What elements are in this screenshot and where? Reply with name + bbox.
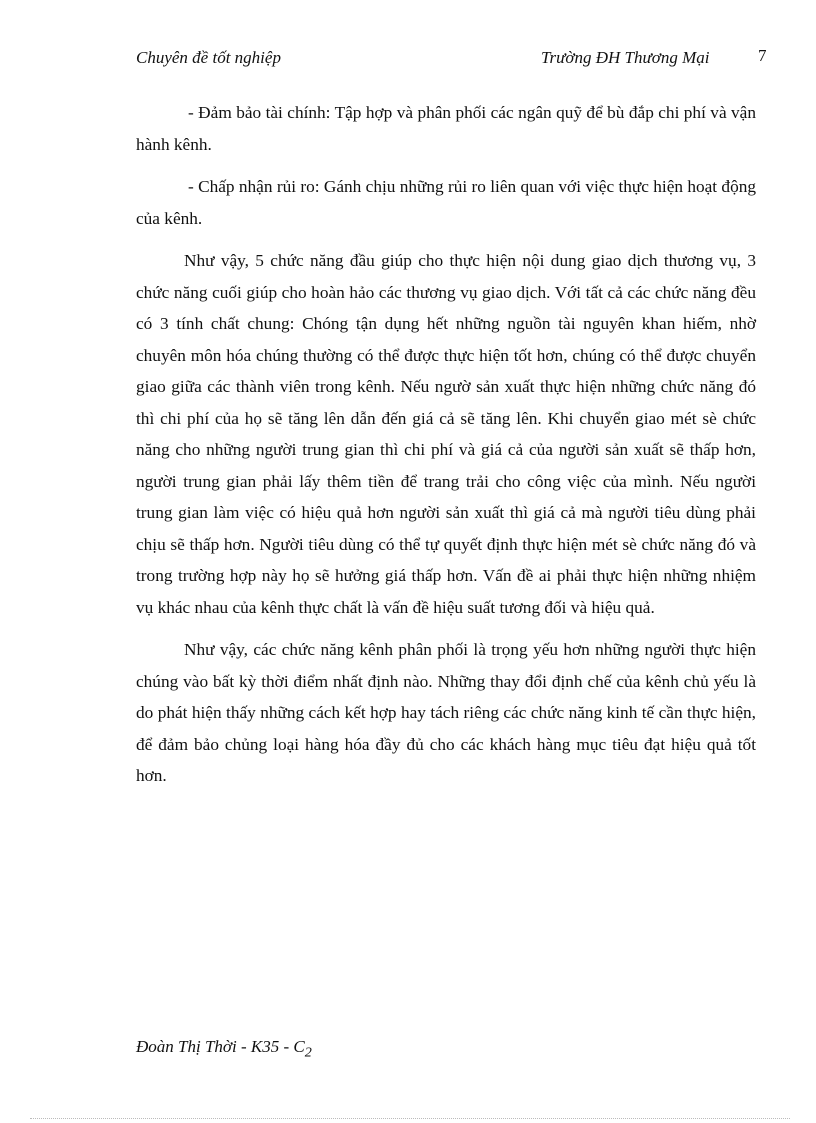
- header-thesis-title: Chuyên đề tốt nghiệp: [136, 48, 281, 67]
- body-text: [136, 97, 756, 803]
- paragraph-channel-functions: Như vậy, 5 chức năng đầu giúp cho thực hiện nội dung giao dịch thương vụ, 3 chức năng cuối giúp cho hoàn hảo các thương vụ giao dịch. Với tất cả các chức năng đều có 3 tính chất chung: Chóng tận dụng hết những nguồn tài nguyên khan hiếm, nhờ chuyên môn hóa chúng thường có thể được thực hiện tốt hơn, chúng có thể được chuyển giao giữa các thành viên trong kênh. Nếu ngườ sản xuất thực hiện những chức năng đó thì chi phí của họ sẽ tăng lên dẫn đến giá cả sẽ tăng lên. Khi chuyển giao mét sè chức năng cho những người trung gian thì chi phí và giá cả của người sản xuất sẽ thấp hơn, người trung gian phải lấy thêm tiền để trang trải cho công việc của mình. Nếu người trung gian làm việc có hiệu quả hơn người sản xuất thì giá cả mà người tiêu dùng phải chịu sẽ thấp hơn. Người tiêu dùng có thể tự quyết định thực hiện mét sè chức năng đó và trong trường hợp này họ sẽ hưởng giá thấp hơn. Vấn đề ai phải thực hiện những nhiệm vụ khác nhau của kênh thực chất là vấn đề hiệu suất tương đối và hiệu quả.: [136, 251, 756, 617]
- paragraph-risk-acceptance: - Chấp nhận rủi ro: Gánh chịu những rủi ro liên quan với việc thực hiện hoạt động của kênh.: [136, 177, 756, 228]
- page-footer: [136, 1037, 312, 1061]
- footer-author: Đoàn Thị Thời - K35 - C: [136, 1037, 305, 1056]
- paragraph-financial-guarantee: - Đảm bảo tài chính: Tập hợp và phân phối các ngân quỹ để bù đắp chi phí và vận hành kênh.: [136, 103, 756, 154]
- footer-dotted-rule: [30, 1118, 790, 1119]
- paragraph-channel-conclusion: Như vậy, các chức năng kênh phân phối là trọng yếu hơn những người thực hiện chúng vào bất kỳ thời điểm nhất định nào. Những thay đổi định chế của kênh chủ yếu là do phát hiện thấy những cách kết hợp hay tách riêng các chức năng kinh tế cần thực hiện, để đảm bảo chủng loại hàng hóa đầy đủ cho các khách hàng mục tiêu đạt hiệu quả tốt hơn.: [136, 640, 756, 785]
- page-header: [136, 48, 770, 74]
- footer-subscript: 2: [304, 1044, 312, 1061]
- page-number: 7: [758, 46, 767, 65]
- header-university: Trường ĐH Thương Mại: [541, 48, 710, 67]
